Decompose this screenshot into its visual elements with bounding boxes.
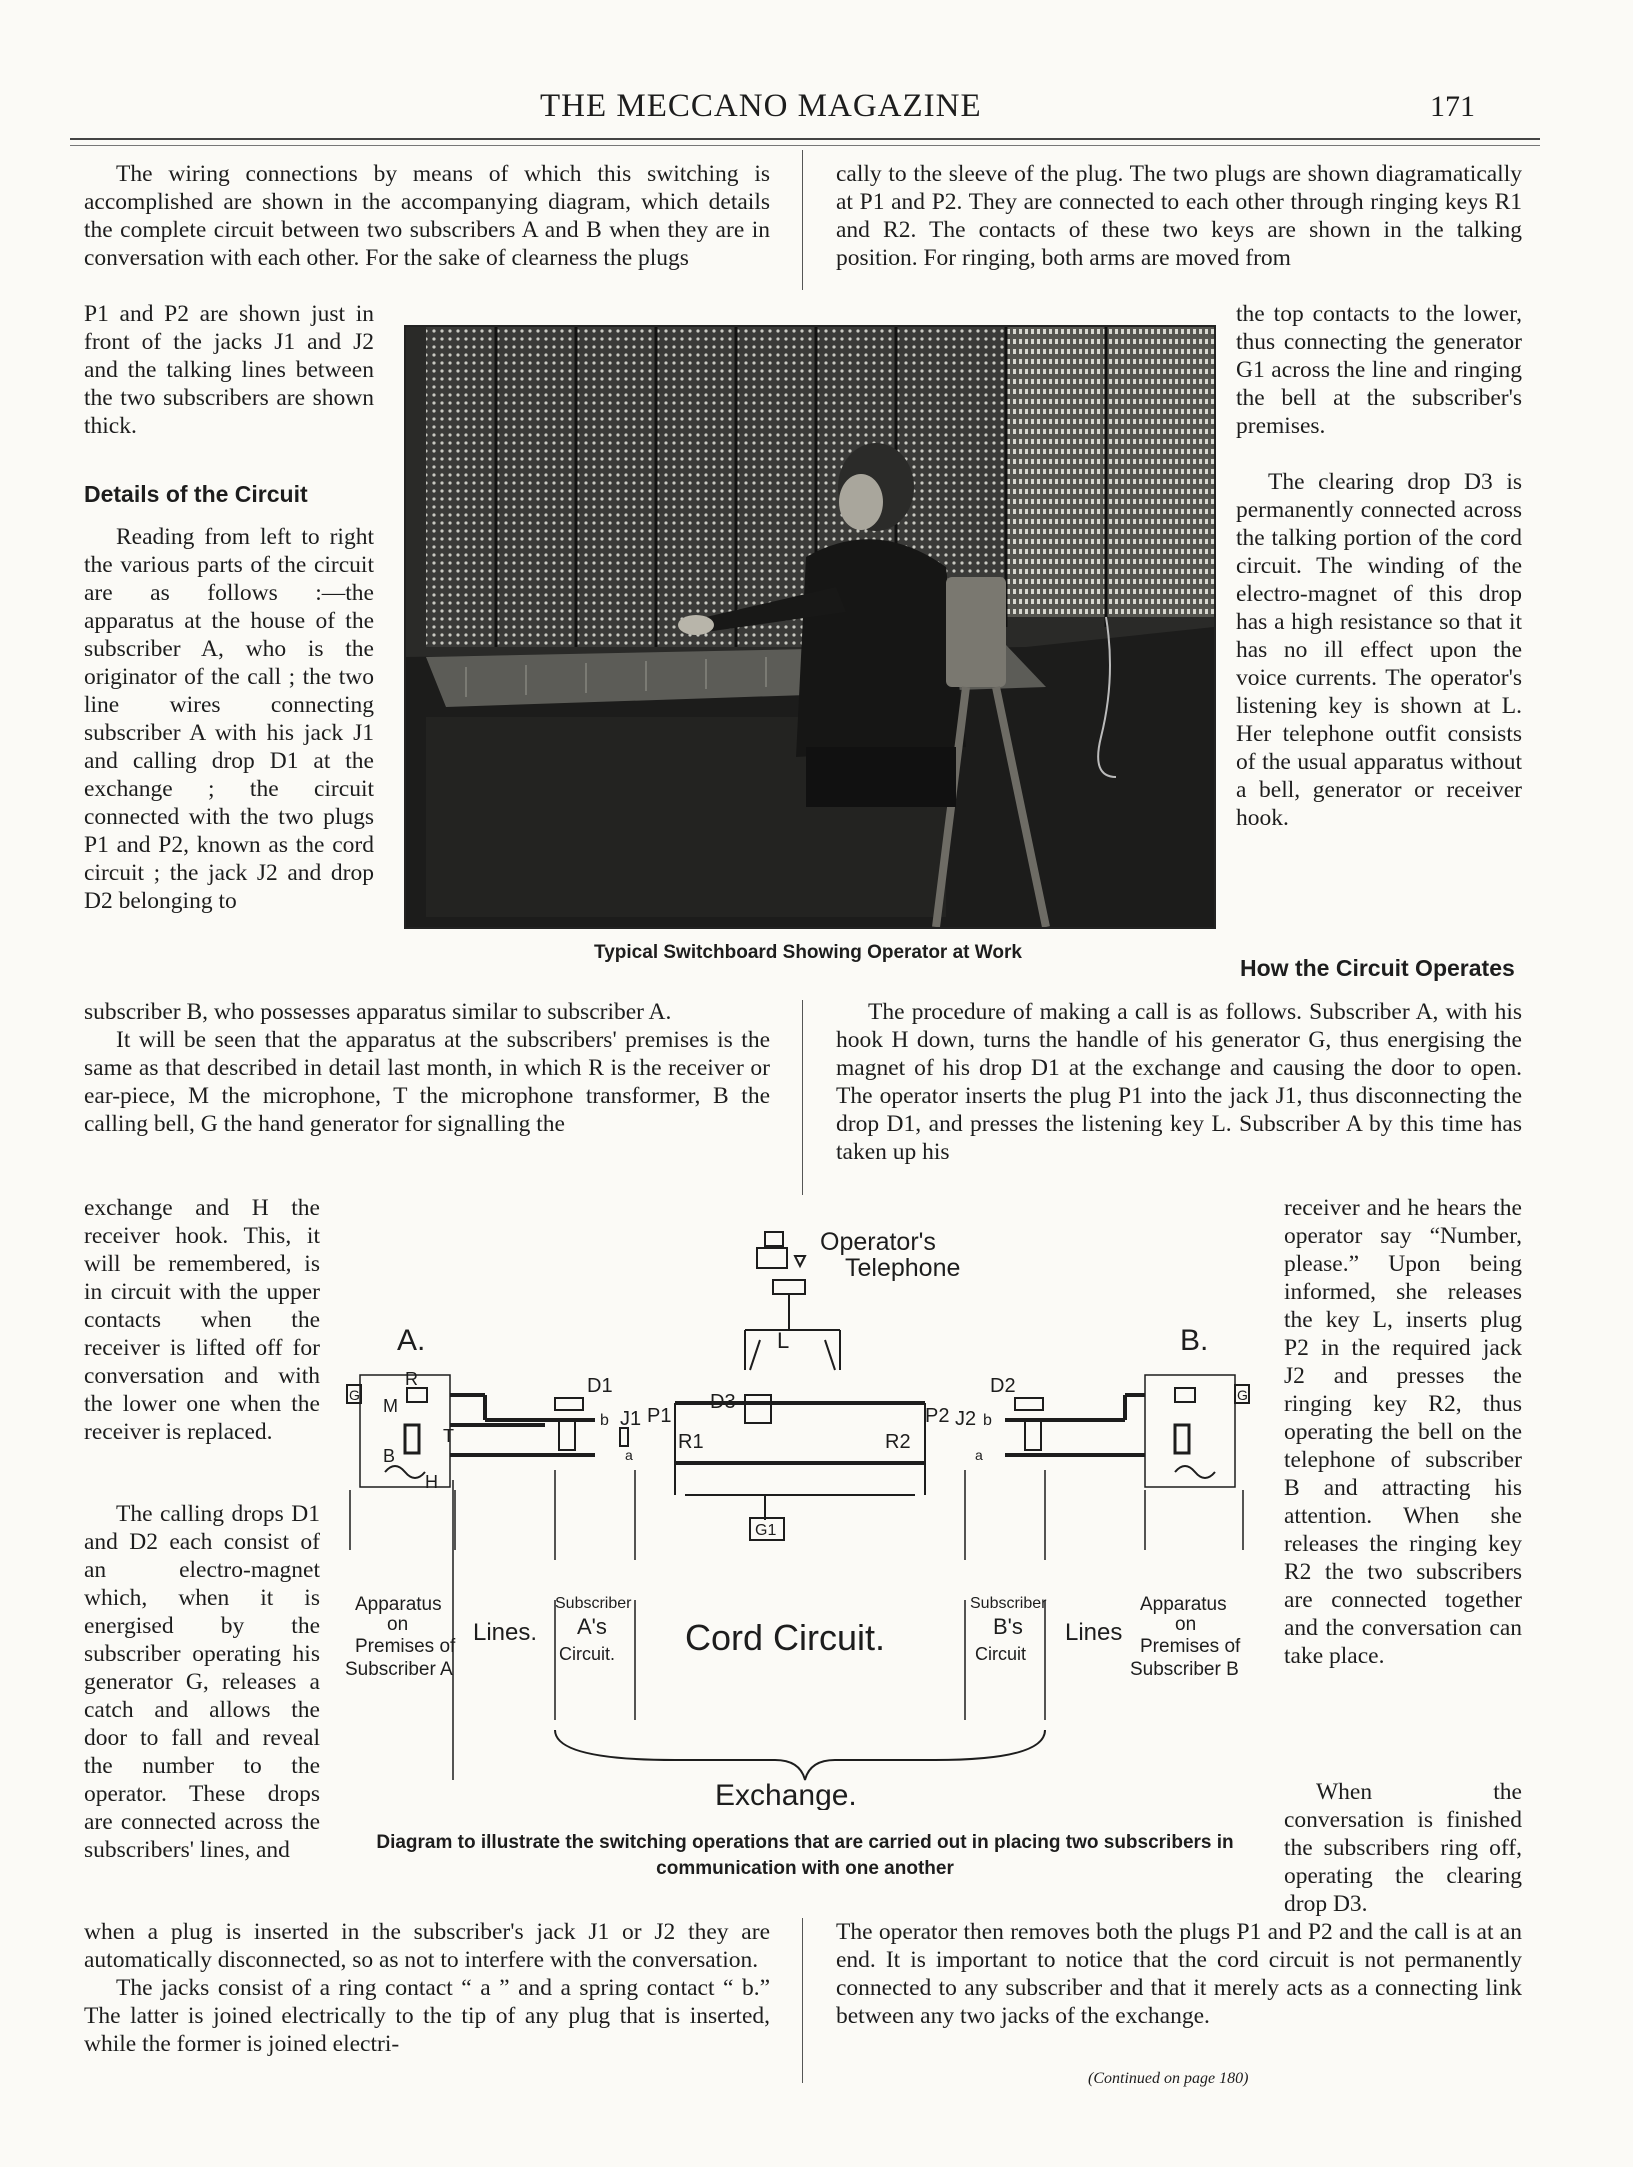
magazine-title: THE MECCANO MAGAZINE — [540, 88, 982, 124]
svg-text:a: a — [975, 1447, 983, 1463]
paragraph-ringing-contacts: the top contacts to the lower, thus connecting the generator G1 across the line and ringing the bell at the subscriber's premises. — [1236, 301, 1522, 439]
subscriber-B-apparatus — [1145, 1375, 1249, 1487]
paragraph-operator-number: receiver and he hears the operator say “Number, please.” Upon being informed, she releases the key L, inserts plug P2 in the required jack J2 and presses the ringing key R2, thus operating the bell on the telephone of subscriber B and attracting his attention. When she releases the ringing key R2 the two subscribers are connected together and the conversation can take place. — [1284, 1195, 1522, 1669]
paragraph-receiver-hook: exchange and H the receiver hook. This, it will be remembered, is in circuit with the upper contacts when the receiver is lifted off for conversation and with the lower one when the receiver is replaced. — [84, 1195, 320, 1445]
column-divider-top — [802, 150, 803, 290]
apparatus-A-line2: on — [387, 1614, 409, 1635]
subscriber-A-label: A. — [397, 1324, 426, 1357]
paragraph-procedure: The procedure of making a call is as follows. Subscriber A, with his hook H down, turns the handle of his generator G, thus energising the magnet of his drop D1 at the exchange and causing the door to open. The operator inserts the plug P1 into the jack J1, thus disconnecting the drop D1, and presses the listening key L. Subscriber A by this time has taken up his — [836, 999, 1522, 1165]
paragraph-conversation-finished: When the conversation is finished the subscribers ring off, operating the clearing drop D3. — [1284, 1779, 1522, 1917]
apparatus-B-line3: Premises of — [1140, 1636, 1241, 1657]
key-L-label: L — [777, 1328, 790, 1353]
paragraph-reading-left-right: Reading from left to right the various parts of the circuit are as follows :—the apparatus at the house of the subscriber A, who is the originator of the call ; the two line wires connecting subscriber A with his jack J1 and calling drop D1 at the exchange ; the circuit connected with the two plugs P1 and P2, known as the cord circuit ; the jack J2 and drop D2 belonging to — [84, 524, 374, 914]
plug-P2-label: P2 — [925, 1405, 950, 1427]
paragraph-call-end: The operator then removes both the plugs P1 and P2 and the call is at an end. It is important to notice that the cord circuit is not permanently connected to any subscriber and that it merely acts as a connecting link between any two jacks of the exchange. — [836, 1919, 1522, 2029]
jack-J1-label: J1 — [620, 1408, 642, 1430]
drop-D1-label: D1 — [587, 1375, 613, 1397]
paragraph-calling-drops: The calling drops D1 and D2 each consist of an electro-magnet which, when it is energised by the subscriber operating his generator G, releases a catch and allows the door to fall and reveal the number to the operator. These drops are connected across the subscribers' lines, and — [84, 1501, 320, 1863]
page-number: 171 — [1430, 90, 1475, 123]
drop-D3-label: D3 — [710, 1391, 736, 1413]
continued-note: (Continued on page 180) — [1088, 2070, 1249, 2087]
apparatus-A-line1: Apparatus — [355, 1594, 442, 1615]
paragraph-talking-lines: P1 and P2 are shown just in front of the jacks J1 and J2 and the talking lines between the two subscribers are shown thick. — [84, 301, 374, 439]
svg-text:T: T — [443, 1426, 454, 1446]
operator-telephone-icon — [757, 1232, 805, 1330]
svg-text:b: b — [983, 1412, 992, 1429]
svg-text:H: H — [425, 1472, 438, 1492]
apparatus-B-line2: on — [1175, 1614, 1197, 1635]
key-R1-label: R1 — [678, 1431, 704, 1453]
column-divider-mid — [802, 1000, 803, 1195]
lines-A-label: Lines. — [473, 1619, 538, 1646]
paragraph-jacks-disconnected: when a plug is inserted in the subscriber's jack J1 or J2 they are automatically disconnected, so as not to interfere with the conversation. The jacks consist of a ring contact “ a ” and a spring contact “ b.” The latter is joined electrically to the tip of any plug that is inserted, while the former is joined electri- — [84, 1919, 770, 2057]
subscriber-B-label: B. — [1180, 1324, 1209, 1357]
lines-B-label: Lines — [1065, 1619, 1123, 1646]
paragraph-clearing-drop: The clearing drop D3 is permanently connected across the talking portion of the cord circuit. The winding of the electro-magnet of this drop has a high resistance so that it has no ill effect upon the voice currents. The operator's listening key is shown at L. Her telephone outfit consists of the usual apparatus without a bell, generator or receiver hook. — [1236, 469, 1522, 831]
svg-text:B: B — [383, 1446, 396, 1466]
plug-P1-label: P1 — [647, 1405, 672, 1427]
subscriber-B-circuit-line2: B's — [993, 1614, 1023, 1639]
subscriber-A-circuit-line3: Circuit. — [559, 1644, 616, 1664]
circuit-diagram — [345, 1220, 1265, 1810]
generator-G1-label: G1 — [755, 1522, 777, 1539]
apparatus-A-line3: Premises of — [355, 1636, 456, 1657]
subscriber-A-circuit-line1: Subscriber — [555, 1595, 632, 1612]
paragraph-plugs: cally to the sleeve of the plug. The two plugs are shown diagramatically at P1 and P2. They are connected to each other through ringing keys R1 and R2. The contacts of these two keys are shown in the talking position. For ringing, both arms are moved from — [836, 161, 1522, 271]
photo-caption: Typical Switchboard Showing Operator at Work — [594, 942, 1022, 963]
switchboard-photo-drawing — [406, 327, 1214, 927]
svg-text:G: G — [1237, 1387, 1248, 1403]
operator-telephone-label-1: Operator's — [820, 1228, 936, 1256]
svg-text:G: G — [349, 1387, 360, 1403]
diagram-caption: Diagram to illustrate the switching operations that are carried out in placing two subscribers in communication with one another — [376, 1832, 1234, 1879]
operator-telephone-label-2: Telephone — [845, 1254, 961, 1282]
exchange-label: Exchange. — [715, 1779, 857, 1810]
subscriber-A-apparatus — [347, 1369, 454, 1492]
apparatus-A-line4: Subscriber A — [345, 1659, 453, 1680]
exchange-brace — [555, 1730, 1045, 1780]
svg-text:R: R — [405, 1369, 418, 1389]
svg-text:M: M — [383, 1396, 398, 1416]
heading-details-of-circuit: Details of the Circuit — [84, 481, 308, 507]
jack-J2-label: J2 — [955, 1408, 977, 1430]
subscriber-B-circuit-line1: Subscriber — [970, 1595, 1047, 1612]
subscriber-A-circuit-line2: A's — [577, 1614, 607, 1639]
drop-D2-label: D2 — [990, 1375, 1016, 1397]
subscriber-B-circuit-line3: Circuit — [975, 1644, 1027, 1664]
apparatus-B-line4: Subscriber B — [1130, 1659, 1239, 1680]
paragraph-subscriber-b: subscriber B, who possesses apparatus similar to subscriber A. It will be seen that the apparatus at the subscribers' premises is the same as that described in detail last month, in which R is the receiver or ear-piece, M the microphone, T the microphone transformer, B the calling bell, G the hand generator for signalling the — [84, 999, 770, 1137]
switchboard-photo — [404, 325, 1216, 929]
svg-text:a: a — [625, 1447, 633, 1463]
svg-text:b: b — [600, 1412, 609, 1429]
key-R2-label: R2 — [885, 1431, 911, 1453]
column-divider-bottom — [802, 1918, 803, 2083]
apparatus-B-line1: Apparatus — [1140, 1594, 1227, 1615]
paragraph-wiring: The wiring connections by means of which this switching is accomplished are shown in the accompanying diagram, which details the complete circuit between two subscribers A and B when they are in conversation with each other. For the sake of clearness the plugs — [84, 161, 770, 271]
heading-how-circuit-operates: How the Circuit Operates — [1240, 955, 1515, 981]
header-rule — [70, 138, 1540, 140]
header-rule-thin — [70, 145, 1540, 146]
cord-circuit-label: Cord Circuit. — [685, 1617, 886, 1658]
